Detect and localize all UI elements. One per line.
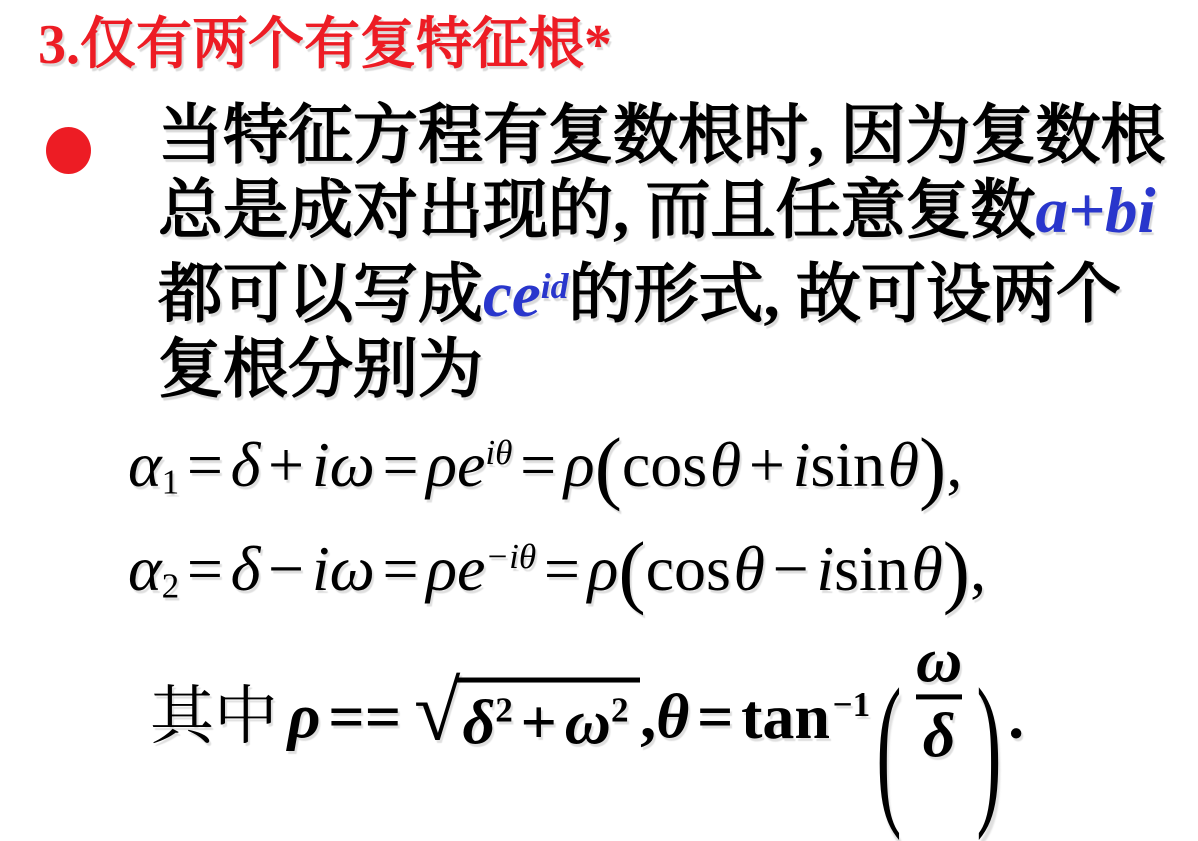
tan-function: tan <box>741 680 830 752</box>
comma: , <box>946 429 963 500</box>
alpha2-subscript: 2 <box>161 566 180 606</box>
formula-alpha2 <box>128 525 987 617</box>
inline-math-a-plus-bi: a+bi <box>1035 175 1156 247</box>
qizhong-label: 其中 <box>150 680 278 752</box>
body-line-2 <box>158 174 1166 249</box>
equals-sign: = <box>382 533 419 604</box>
rho-symbol: ρ <box>587 533 619 604</box>
right-paren: ) <box>942 525 971 617</box>
big-left-paren: ( <box>876 653 902 841</box>
theta-symbol: θ <box>887 429 920 500</box>
square-root <box>413 665 640 759</box>
equals-sign: = <box>186 429 223 500</box>
equals-sign: = <box>543 533 580 604</box>
bullet-marker <box>46 127 91 174</box>
body-line-3 <box>158 249 1166 333</box>
rho-symbol: ρ <box>287 680 321 752</box>
omega-over-delta-fraction <box>910 624 969 771</box>
comma: , <box>640 680 657 752</box>
left-paren: ( <box>594 421 622 513</box>
fraction-denominator: δ <box>916 695 962 768</box>
plus-sign: + <box>748 429 785 500</box>
equals-sign: = <box>696 680 734 752</box>
body-line-4: 复根分别为 <box>158 333 484 406</box>
comma: , <box>970 533 987 604</box>
theta-symbol: θ <box>709 429 742 500</box>
i-omega-term: iω <box>311 429 375 500</box>
alpha1-symbol: α <box>128 429 162 500</box>
body-line-1: 当特征方程有复数根时, 因为复数根 <box>158 100 1166 172</box>
body-paragraph <box>158 99 1166 408</box>
cos-function: cos <box>621 429 708 500</box>
radical-sign: √ <box>413 665 461 759</box>
alpha1-subscript: 1 <box>161 462 180 502</box>
formula-alpha1 <box>128 421 963 513</box>
i-omega-term: iω <box>311 533 375 604</box>
big-right-paren: ) <box>976 653 1002 841</box>
radicand <box>456 678 640 759</box>
fraction-numerator: ω <box>916 624 963 696</box>
slide-title: 3.仅有两个有复特征根* <box>38 14 612 76</box>
equals-sign: = <box>382 429 419 500</box>
equals-sign: = <box>186 533 223 604</box>
theta-symbol: θ <box>656 680 690 752</box>
squared-exponent: 2 <box>495 690 513 730</box>
i-symbol: i <box>792 429 811 500</box>
delta-symbol: δ <box>462 686 496 758</box>
plus-sign: + <box>520 686 557 758</box>
theta-symbol: θ <box>733 533 765 604</box>
formula-rho-theta <box>150 624 1025 841</box>
delta-symbol: δ <box>230 533 261 604</box>
equals-sign: = <box>520 429 557 500</box>
inline-math-ce-exponent: id <box>540 266 569 306</box>
left-paren: ( <box>618 525 646 617</box>
body-line-3-pre: 都可以写成 <box>158 258 484 331</box>
theta-symbol: θ <box>911 533 943 604</box>
right-paren: ) <box>919 421 947 513</box>
double-equals-sign: == <box>328 680 402 752</box>
period: . <box>1008 680 1025 752</box>
rho-e-base: ρe <box>426 533 486 604</box>
inline-math-ce-base: ce <box>483 258 541 331</box>
i-theta-exponent: iθ <box>485 433 513 473</box>
cos-function: cos <box>645 533 731 604</box>
body-line-2-text: 总是成对出现的, 而且任意复数 <box>158 175 1036 247</box>
rho-symbol: ρ <box>563 429 595 500</box>
body-line-3-post: 的形式, 故可设两个 <box>568 258 1122 331</box>
omega-symbol: ω <box>564 686 611 758</box>
sin-function: sin <box>810 429 886 500</box>
minus-sign: − <box>268 533 305 604</box>
squared-exponent: 2 <box>610 690 629 730</box>
i-symbol: i <box>816 533 835 604</box>
sin-function: sin <box>834 533 909 604</box>
neg-i-theta-exponent: −iθ <box>485 537 537 577</box>
rho-e-base: ρe <box>426 429 486 500</box>
minus-sign: − <box>772 533 809 604</box>
alpha2-symbol: α <box>128 533 162 604</box>
delta-symbol: δ <box>230 429 261 500</box>
inverse-exponent: −1 <box>832 684 871 724</box>
plus-sign: + <box>268 429 305 500</box>
